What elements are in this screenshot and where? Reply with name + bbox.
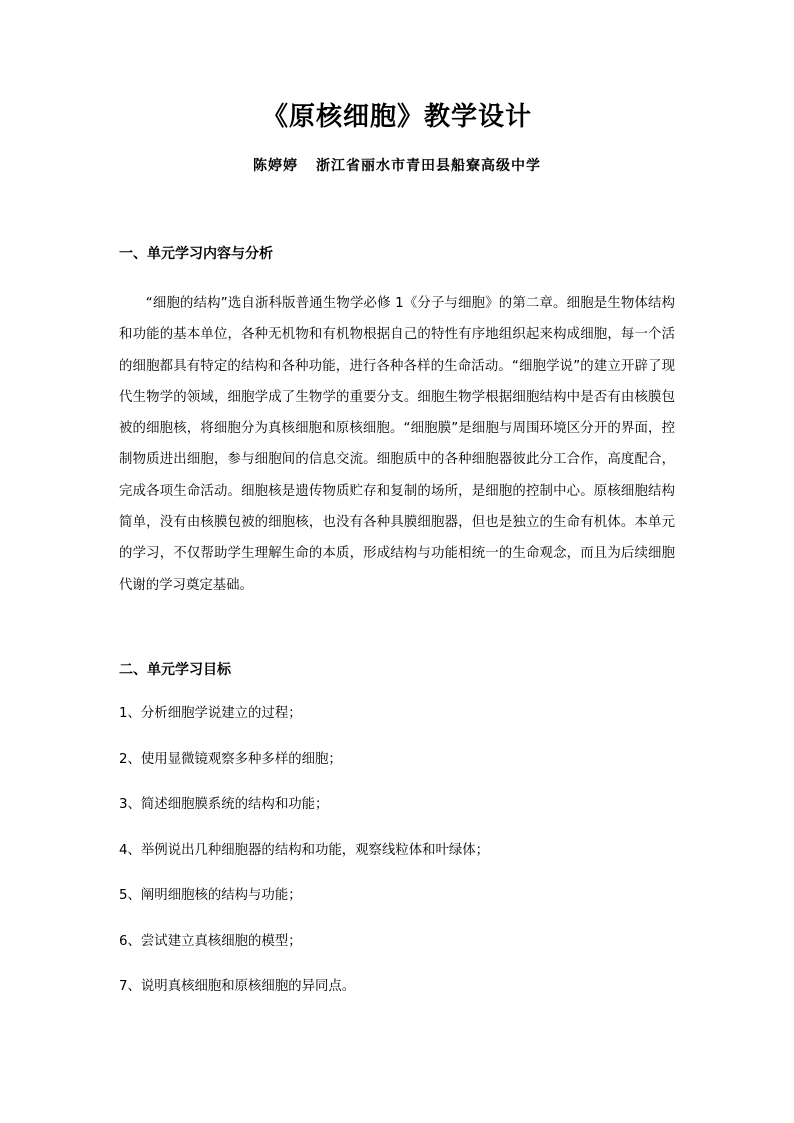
- section-1-paragraph: “细胞的结构”选自浙科版普通生物学必修 1《分子与细胞》的第二章。细胞是生物体结构和功能的基本单位，各种无机物和有机物根据自己的特性有序地组织起来构成细胞，每一个活的细胞都具有特定的结构和各种功能，进行各种各样的生命活动。“细胞学说”的建立开辟了现代生物学的领域，细胞学成了生物学的重要分支。细胞生物学根据细胞结构中是否有由核膜包被的细胞核，将细胞分为真核细胞和原核细胞。“细胞膜”是细胞与周围环境区分开的界面，控制物质进出细胞，参与细胞间的信息交流。细胞质中的各种细胞器彼此分工合作，高度配合，完成各项生命活动。细胞核是遗传物质贮存和复制的场所，是细胞的控制中心。原核细胞结构简单，没有由核膜包被的细胞核，也没有各种具膜细胞器，但也是独立的生命有机体。本单元的学习，不仅帮助学生理解生命的本质，形成结构与功能相统一的生命观念，而且为后续细胞代谢的学习奠定基础。: [119, 296, 675, 593]
- author-affiliation: 浙江省丽水市青田县船寮高级中学: [316, 158, 541, 174]
- goal-item: 3、简述细胞膜系统的结构和功能；: [119, 797, 329, 812]
- document-title: 《原核细胞》教学设计: [261, 102, 532, 132]
- learning-goals-list: [119, 704, 489, 1023]
- goal-item: 4、举例说出几种细胞器的结构和功能，观察线粒体和叶绿体；: [119, 842, 490, 858]
- goal-item: 5、阐明细胞核的结构与功能；: [119, 888, 302, 903]
- author-name: 陈婷婷: [253, 158, 298, 174]
- goal-item: 2、使用显微镜观察多种多样的细胞；: [119, 751, 342, 767]
- goal-item: 7、说明真核细胞和原核细胞的异同点。: [119, 979, 356, 994]
- goal-item: 1、分析细胞学说建立的过程；: [119, 706, 302, 721]
- section-2-heading: 二、单元学习目标: [119, 662, 231, 678]
- author-line: [0, 155, 794, 175]
- section-1-heading: 一、单元学习内容与分析: [119, 246, 273, 262]
- goal-item: 6、尝试建立真核细胞的模型；: [119, 933, 302, 949]
